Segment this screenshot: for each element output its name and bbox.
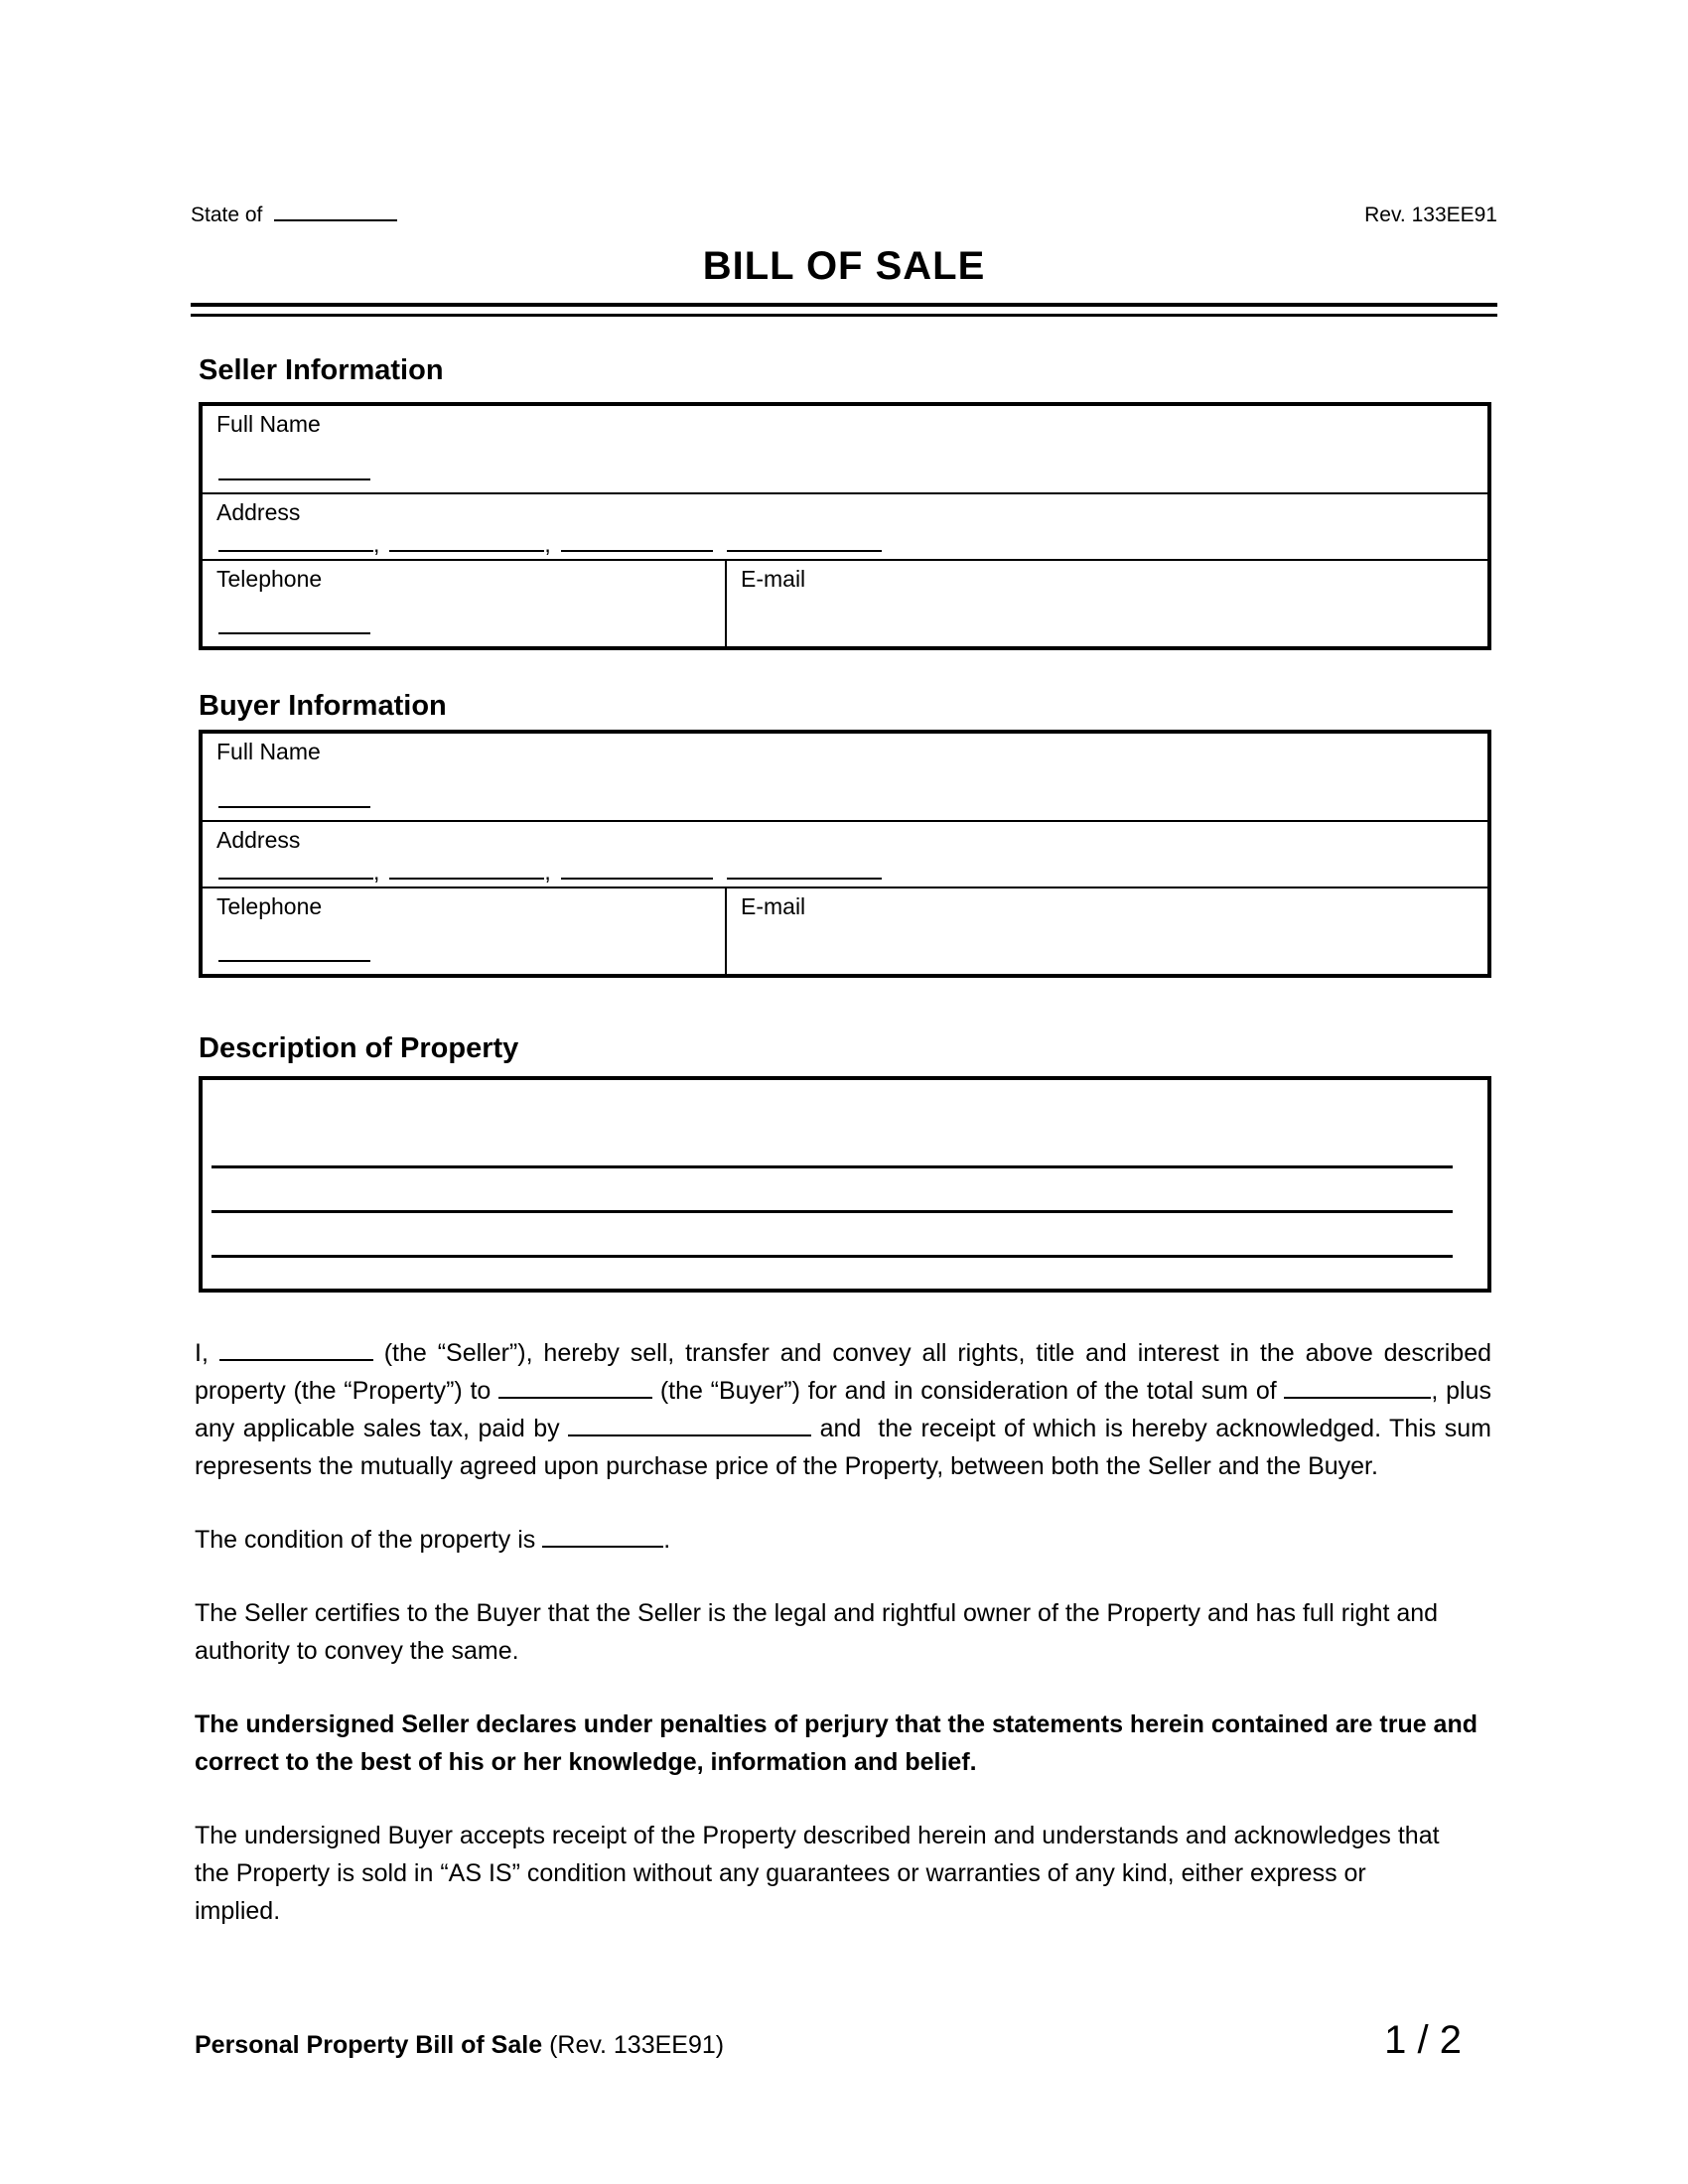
footer-doc-rev: (Rev. 133EE91): [549, 2031, 725, 2059]
description-writing-line: [211, 1165, 1453, 1168]
buyer-address-blanks: [218, 861, 882, 884]
seller-city-blank: [389, 545, 544, 552]
state-blank: [274, 214, 397, 221]
condition-period: .: [663, 1526, 671, 1554]
seller-zip-blank: [727, 545, 882, 552]
top-row: [191, 203, 1497, 228]
body-copy: [195, 1334, 1491, 1966]
page-footer: [195, 2018, 1493, 2062]
sale-text: , plus any applicable sales tax, paid by: [195, 1377, 1491, 1442]
seller-full-name-row: [203, 406, 1487, 492]
seller-telephone-blank: [218, 632, 370, 634]
seller-state-blank: [561, 545, 713, 552]
buyer-address-row: [203, 820, 1487, 887]
buyer-full-name-row: [203, 734, 1487, 820]
condition-inline-blank: [542, 1541, 663, 1548]
buyer-name-inline-blank: [498, 1392, 652, 1399]
seller-full-name-label: Full Name: [216, 411, 321, 437]
buyer-section-heading: Buyer Information: [199, 690, 447, 722]
separator-comma: ,: [373, 531, 380, 557]
seller-section-heading: Seller Information: [199, 354, 444, 386]
state-of-line: [191, 203, 397, 228]
separator-comma: ,: [544, 531, 551, 557]
paid-by-inline-blank: [568, 1430, 811, 1436]
buyer-full-name-label: Full Name: [216, 739, 321, 764]
sale-text: and the receipt of which is hereby acknowledged. This sum represents the mutually agreed upon purchase price of the Property, between both the Seller and the Buyer.: [195, 1415, 1491, 1480]
buyer-contact-row: [203, 887, 1487, 974]
buyer-info-table: [199, 730, 1491, 978]
title-double-rule: [191, 303, 1497, 317]
buyer-telephone-label: Telephone: [216, 893, 323, 919]
seller-address-label: Address: [216, 499, 301, 525]
description-section-heading: Description of Property: [199, 1032, 519, 1064]
buyer-email-label: E-mail: [741, 893, 806, 919]
revision-label: Rev. 133EE91: [1364, 204, 1497, 226]
seller-contact-row: [203, 559, 1487, 646]
footer-doc-title: Personal Property Bill of Sale: [195, 2031, 543, 2059]
seller-info-table: [199, 402, 1491, 650]
seller-address-row: [203, 492, 1487, 559]
buyer-telephone-cell: [203, 888, 727, 974]
seller-street-blank: [218, 545, 373, 552]
buyer-telephone-blank: [218, 960, 370, 962]
separator-comma: ,: [544, 859, 551, 885]
description-box: [199, 1076, 1491, 1293]
buyer-full-name-blank: [218, 806, 370, 808]
buyer-state-blank: [561, 873, 713, 880]
sale-paragraph: [195, 1334, 1491, 1485]
description-writing-line: [211, 1210, 1453, 1213]
buyer-street-blank: [218, 873, 373, 880]
seller-email-label: E-mail: [741, 566, 806, 592]
buyer-email-cell: [727, 888, 1487, 974]
sale-text: I,: [195, 1339, 209, 1367]
certification-paragraph: The Seller certifies to the Buyer that the Seller is the legal and rightful owner of the Property and has full right and authority to convey the same.: [195, 1599, 1439, 1665]
condition-paragraph: [195, 1521, 1491, 1559]
state-of-label: State of: [191, 204, 263, 226]
declaration-paragraph: The undersigned Seller declares under penalties of perjury that the statements herein contained are true and correct to the best of his or her knowledge, information and belief.: [195, 1710, 1478, 1776]
buyer-city-blank: [389, 873, 544, 880]
seller-email-cell: [727, 561, 1487, 646]
seller-name-inline-blank: [219, 1354, 373, 1361]
condition-text: The condition of the property is: [195, 1526, 536, 1554]
buyer-zip-blank: [727, 873, 882, 880]
sale-text: (the “Buyer”) for and in consideration of the total sum of: [659, 1377, 1277, 1405]
buyer-address-label: Address: [216, 827, 301, 853]
footer-document-name: [195, 2030, 724, 2060]
seller-telephone-cell: [203, 561, 727, 646]
acceptance-paragraph: The undersigned Buyer accepts receipt of the Property described herein and understands and acknowledges that the Property is sold in “AS IS” condition without any guarantees or warranties of any kind, either express or implied.: [195, 1822, 1440, 1925]
sum-inline-blank: [1284, 1392, 1431, 1399]
separator-comma: ,: [373, 859, 380, 885]
page-title: BILL OF SALE: [702, 244, 986, 288]
seller-full-name-blank: [218, 478, 370, 480]
page-number: 1 / 2: [1384, 2018, 1462, 2062]
description-writing-line: [211, 1255, 1453, 1258]
seller-telephone-label: Telephone: [216, 566, 323, 592]
seller-address-blanks: [218, 533, 882, 556]
sale-text: (the “Seller”), hereby sell, transfer and convey all rights, title and interest in the above described property (the “Property”) to: [195, 1339, 1492, 1405]
